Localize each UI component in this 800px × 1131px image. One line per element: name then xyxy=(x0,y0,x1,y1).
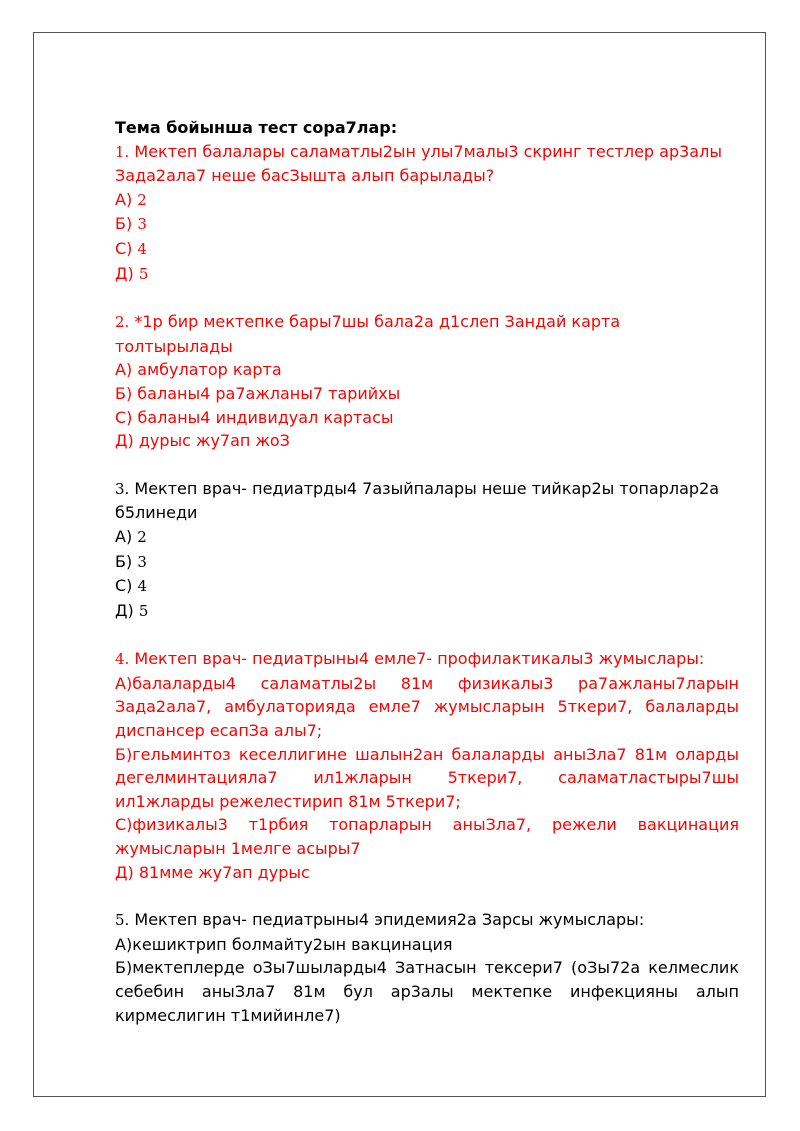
q3-option-d: Д) 5 xyxy=(115,600,149,620)
document-content xyxy=(115,116,739,1027)
q5-option-a: А)кешиктрип болмайту2ын вакцинация xyxy=(115,934,453,954)
question-4 xyxy=(115,647,739,672)
q1-option-d: Д) 5 xyxy=(115,263,149,283)
q2-option-c: С) баланы4 индивидуал картасы xyxy=(115,407,394,427)
q4-option-a: А)балаларды4 саламатлы2ы 81м физикалы3 ра7ажланы7ларын Зада2ала7, амбулаторияда емле7 жумысларын 5ткери7, балаларды диспансер есапЗа алы7; xyxy=(115,673,739,741)
question-3-number: 3. xyxy=(115,479,130,498)
question-2-number: 2. xyxy=(115,313,130,332)
q3-option-b: Б) 3 xyxy=(115,551,147,571)
question-1-number: 1. xyxy=(115,142,130,161)
q2-option-a: А) амбулатор карта xyxy=(115,360,282,380)
question-5 xyxy=(115,908,739,933)
q1-option-c: С) 4 xyxy=(115,238,148,258)
q4-option-d: Д) 81мме жу7ап дурыс xyxy=(115,862,310,882)
q4-option-b: Б)гельминтоз кеселлигине шалын2ан балаларды аныЗла7 81м оларды дегелминтацияла7 ил1жларын 5ткери7, саламатластыры7шы ил1жларды режелестирип 81м 5ткери7; xyxy=(115,744,739,811)
q1-option-b: Б) 3 xyxy=(115,214,147,234)
q4-option-c: С)физикалы3 т1рбия топарларын аныЗла7, режели вакцинация жумысларын 1мелге асыры7 xyxy=(115,815,739,859)
question-2-text: *1р бир мектепке бары7шы бала2а д1слеп Зандай карта толтырылады xyxy=(115,312,621,356)
q1-option-a: А) 2 xyxy=(115,189,147,209)
question-3 xyxy=(115,477,739,525)
q2-option-d: Д) дурыс жу7ап жоЗ xyxy=(115,431,290,451)
section-title: Тема бойынша тест сора7лар: xyxy=(115,118,398,137)
question-4-number: 4. xyxy=(115,650,130,669)
question-3-text: Мектеп врач- педиатрды4 7азыйпалары неше тийкар2ы топарлар2а б5линеди xyxy=(115,478,720,523)
q3-option-c: С) 4 xyxy=(115,576,148,596)
question-1-text: Мектеп балалары саламатлы2ын улы7малы3 скринг тестлер ар3алы Зада2ала7 неше басЗышта алып барылады? xyxy=(115,141,722,186)
q5-option-b: Б)мектеплерде оЗы7шыларды4 Затнасын тексери7 (оЗы72а келмеслик себебин аныЗла7 81м бул ар3алы мектепке инфекцияны алып кирмеслигин т1мийинле7) xyxy=(115,958,739,1025)
question-5-number: 5. xyxy=(115,911,130,930)
q2-option-b: Б) баланы4 ра7ажланы7 тарийхы xyxy=(115,383,401,403)
question-2 xyxy=(115,310,739,358)
q3-option-a: А) 2 xyxy=(115,526,147,546)
question-4-text: Мектеп врач- педиатрыны4 емле7- профилактикалы3 жумыслары: xyxy=(129,649,705,669)
question-1 xyxy=(115,140,739,188)
question-5-text: Мектеп врач- педиатрыны4 эпидемия2а Зарсы жумыслары: xyxy=(129,910,645,930)
